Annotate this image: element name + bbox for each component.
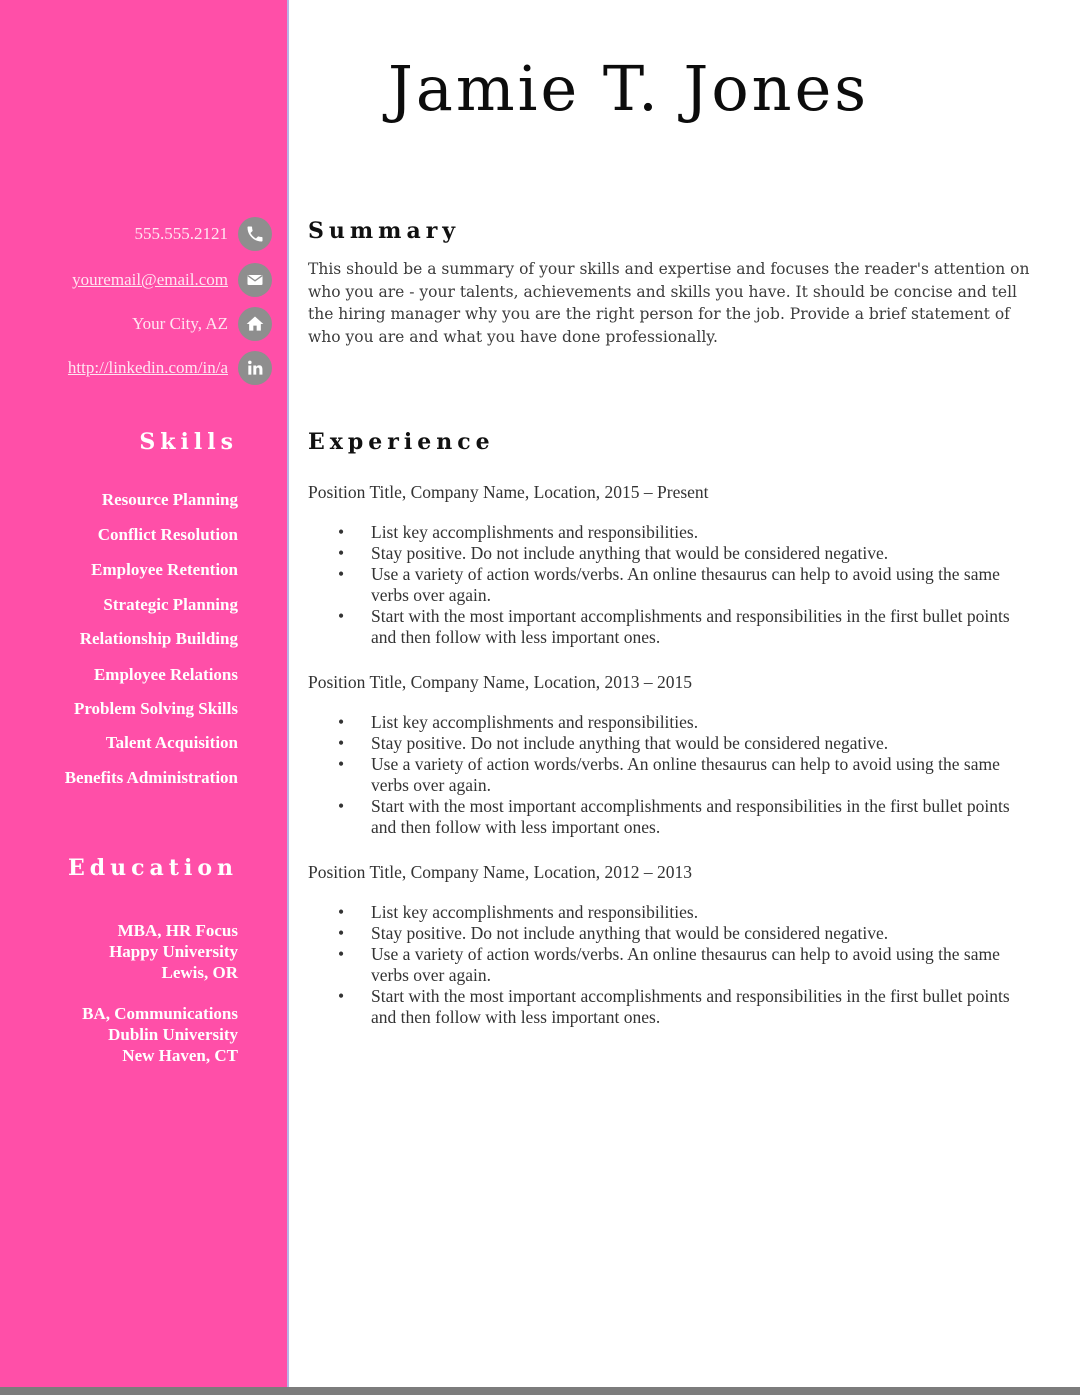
- skill-item: Resource Planning: [101, 490, 238, 509]
- location-text: Your City, AZ: [132, 314, 228, 333]
- phone-icon: [238, 217, 272, 251]
- skill-item: Problem Solving Skills: [73, 699, 238, 718]
- bullet-item: • Stay positive. Do not include anything that would be considered negative.: [308, 923, 1028, 944]
- envelope-icon: [238, 263, 272, 297]
- education-location: New Haven, CT: [122, 1046, 238, 1065]
- skill-item: Employee Retention: [91, 560, 238, 579]
- skills-heading: Skills: [139, 429, 238, 455]
- skill-item: Employee Relations: [93, 665, 238, 684]
- skill-item: Strategic Planning: [103, 595, 238, 614]
- bullet-item: • Stay positive. Do not include anything that would be considered negative.: [308, 733, 1028, 754]
- bullet-item: • List key accomplishments and responsibilities.: [308, 902, 1028, 923]
- job-bullets: [308, 712, 1028, 838]
- bullet-item: • Start with the most important accomplishments and responsibilities in the first bullet points and then follow with less important ones.: [308, 606, 1028, 648]
- bullet-item: • Use a variety of action words/verbs. An online thesaurus can help to avoid using the same verbs over again.: [308, 754, 1028, 796]
- skill-item: Relationship Building: [79, 629, 238, 648]
- phone-text: 555.555.2121: [134, 224, 228, 243]
- skill-item: Talent Acquisition: [105, 733, 238, 752]
- resume-name: Jamie T. Jones: [388, 52, 870, 125]
- home-icon: [238, 307, 272, 341]
- page-bottom-edge: [0, 1387, 1080, 1395]
- skill-item: Conflict Resolution: [97, 525, 238, 544]
- linkedin-link[interactable]: http://linkedin.com/in/a: [67, 358, 228, 377]
- experience-heading: Experience: [308, 429, 495, 455]
- bullet-item: • Use a variety of action words/verbs. An online thesaurus can help to avoid using the same verbs over again.: [308, 564, 1028, 606]
- experience-entry: [308, 862, 1028, 1028]
- job-title: Position Title, Company Name, Location, 2012 – 2013: [308, 862, 693, 882]
- education-school: Happy University: [109, 942, 238, 961]
- skill-item: Benefits Administration: [64, 768, 238, 787]
- experience-entry: [308, 482, 1028, 648]
- job-bullets: [308, 522, 1028, 648]
- job-bullets: [308, 902, 1028, 1028]
- bullet-item: • List key accomplishments and responsibilities.: [308, 712, 1028, 733]
- contact-email-row: [72, 263, 272, 297]
- job-title: Position Title, Company Name, Location, 2015 – Present: [308, 482, 709, 502]
- education-degree: BA, Communications: [82, 1004, 238, 1023]
- bullet-item: • List key accomplishments and responsibilities.: [308, 522, 1028, 543]
- sidebar: [0, 0, 289, 1387]
- summary-heading: Summary: [308, 218, 461, 244]
- bullet-item: • Start with the most important accomplishments and responsibilities in the first bullet points and then follow with less important ones.: [308, 986, 1028, 1028]
- contact-location-row: [132, 307, 272, 341]
- linkedin-icon: [238, 351, 272, 385]
- bullet-item: • Use a variety of action words/verbs. An online thesaurus can help to avoid using the same verbs over again.: [308, 944, 1028, 986]
- email-link[interactable]: youremail@email.com: [72, 270, 228, 289]
- education-degree: MBA, HR Focus: [117, 921, 238, 940]
- job-title: Position Title, Company Name, Location, 2013 – 2015: [308, 672, 693, 692]
- education-heading: Education: [68, 855, 238, 881]
- education-location: Lewis, OR: [161, 963, 238, 982]
- bullet-item: • Stay positive. Do not include anything that would be considered negative.: [308, 543, 1028, 564]
- bullet-item: • Start with the most important accomplishments and responsibilities in the first bullet points and then follow with less important ones.: [308, 796, 1028, 838]
- summary-text: This should be a summary of your skills and expertise and focuses the reader's attention on who you are - your talents, achievements and skills you have. It should be concise and tell the hiring manager why you are the right person for the job. Provide a brief statement of who you are and what you have done professionally.: [308, 260, 1030, 346]
- education-school: Dublin University: [108, 1025, 238, 1044]
- contact-linkedin-row: [68, 351, 272, 385]
- contact-phone-row: [135, 217, 273, 251]
- experience-entry: [308, 672, 1028, 838]
